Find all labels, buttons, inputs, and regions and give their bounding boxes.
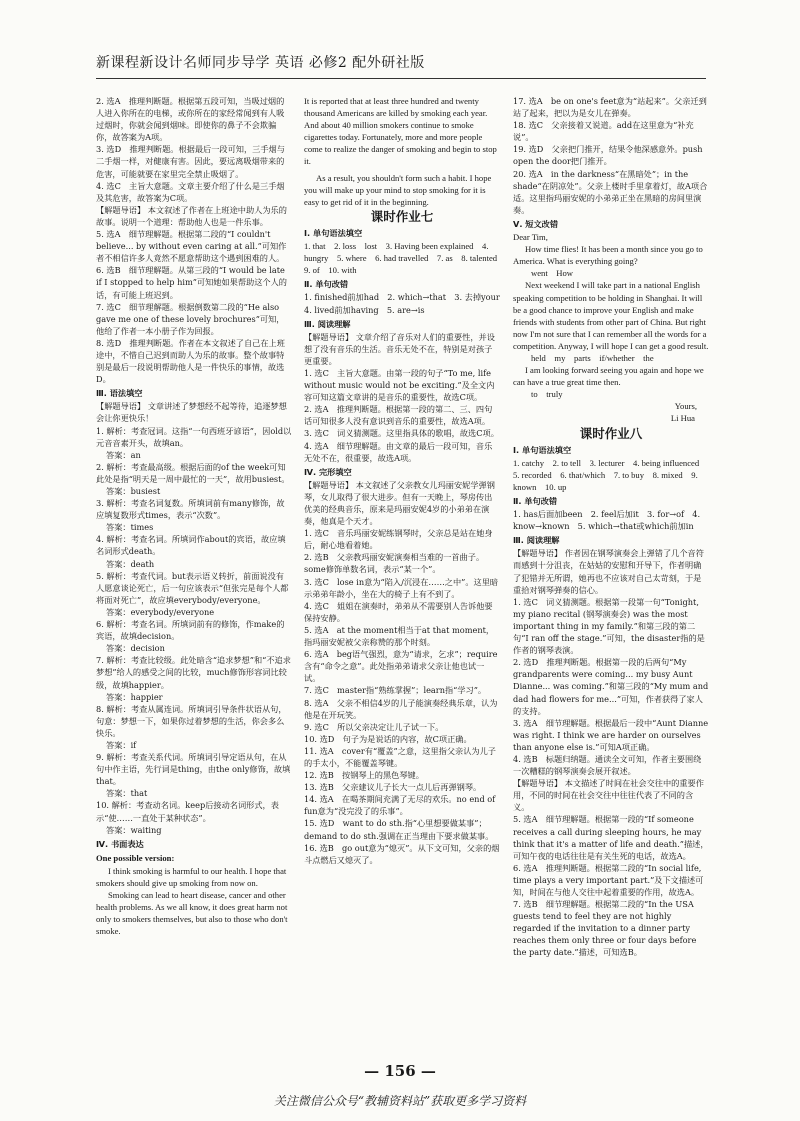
homework-title: 课时作业七 (370, 208, 434, 224)
section-heading: Ⅰ. 单句语法填空 (304, 227, 363, 238)
letter-paragraph: How time flies! It has been a month since you go to America. What is everything going? (513, 244, 703, 267)
passage-intro: 【解题导语】 本文叙述了父亲教女儿玛丽安妮学弹钢琴，女儿取得了很大进步。但有一天晚上，琴房传出优美的经典音乐，原来是玛丽安妮4岁的小弟弟在演奏，他真是个天才。 (304, 479, 495, 527)
answer-item: 4. 选A 细节理解题。由文章的最后一段可知，音乐无处不在，很重要，故选A项。 (304, 440, 493, 463)
middle-column (304, 95, 508, 1095)
grammar-answer: 答案：happier (106, 691, 163, 702)
grammar-analysis: 8. 解析：考查从属连词。所填词引导条件状语从句，句意：梦想一下，如果你过着梦想的生活，你会多么快乐。 (96, 703, 287, 738)
section-heading: Ⅲ. 语法填空 (96, 388, 143, 399)
answer-item: 17. 选A be on one's feet意为“站起来”。父亲迁到站了起来，把以为是女儿在弹奏。 (513, 96, 707, 119)
version-label: One possible version: (96, 852, 175, 863)
answer-item: 11. 选A cover有“覆盖”之意，这里指父亲认为儿子的手太小，不能覆盖琴键。 (304, 745, 496, 768)
section-heading: Ⅱ. 单句改错 (304, 279, 349, 290)
answer-item: 6. 选B 细节理解题。从第三段的“I would be late if I stopped to help him”可知她如果帮助这个人的话，有可能上班迟到。 (96, 265, 287, 300)
grammar-analysis: 4. 解析：考查名词。所填词作about的宾语，故应填名词形式death。 (96, 534, 286, 557)
section-heading: Ⅳ. 完形填空 (304, 466, 352, 477)
letter-signature: Li Hua (670, 413, 695, 424)
correction-marks: to truly (531, 389, 563, 400)
grammar-analysis: 1. 解析：考查冠词。这指“一句西班牙谚语”，因old以元音音素开头，故填an。 (96, 425, 292, 448)
letter-closing: Yours, (674, 401, 697, 412)
grammar-answer: 答案：waiting (106, 824, 162, 835)
correction-marks: held my parts if/whether the (531, 352, 654, 363)
grammar-analysis: 10. 解析：考查动名词。keep后接动名词形式，表示“使……一直处于某种状态”。 (96, 800, 279, 823)
answer-item: 1. 选C 主旨大意题。由第一段的句子“To me, life without music would not be exciting.”及全文内容可知这篇文章讲的是音乐的重要性，故选C项。 (304, 367, 495, 403)
answer-item: 7. 选C 细节理解题。根据倒数第二段的“He also gave me one of these lovely brochures”可知，他给了作者一本小册子作为回报。 (96, 301, 285, 336)
answer-item: 7. 选C master指“熟练掌握”；learn指“学习”。 (304, 685, 487, 696)
answer-item: 3. 选C lose in意为“陷入/沉浸在……之中”。这里暗示弟弟年龄小，坐在大的椅子上有不到了。 (304, 576, 499, 599)
answer-item: 8. 选D 推理判断题。作者在本文叙述了自己在上班途中，不惜自己迟到而助人为乐的故事。整个故事特别是最后一段说明帮助他人是一件快乐的事情，故选D。 (96, 337, 285, 385)
answer-item: 12. 选B 按钢琴上的黑色琴键。 (304, 770, 424, 781)
page-header (96, 52, 706, 79)
page-number: — 156 — (364, 1062, 436, 1080)
grammar-analysis: 7. 解析：考查比较级。此处暗含“追求梦想”和“不追求梦想”给人的感受之间的比较，much修饰形容词比较级，故填happier。 (96, 655, 291, 690)
answer-item: 5. 选A 细节理解题。根据第二段的“I couldn't believe... by without even caring at all.”可知作者不相信许多人竟然不愿意帮助这个遇到困难的人。 (96, 229, 287, 264)
answer-item: 5. 选A 细节理解题。根据第一段的“If someone receives a call during sleeping hours, he may think that it's a matter of life and death.”描述，可知午夜的电话往往是有关生死的电话，故选A。 (513, 814, 709, 861)
right-column (513, 95, 709, 1095)
grammar-analysis: 9. 解析：考查关系代词。所填词引导定语从句，在从句中作主语，先行词是thing，由the only修饰，故填that。 (96, 752, 291, 787)
homework-title: 课时作业八 (579, 425, 643, 441)
answer-item: 14. 选A 在喝茶期间充满了无尽的欢乐。no end of fun意为“没完没了的乐事”。 (304, 794, 496, 817)
section-heading: Ⅴ. 短文改错 (513, 218, 559, 229)
footer-note: 关注微信公众号“教辅资料站”获取更多学习资料 (273, 1094, 527, 1108)
grammar-analysis: 6. 解析：考查名词。所填词前有的修饰，作make的宾语，故填decision。 (96, 619, 285, 642)
answer-item: 9. 选C 所以父亲决定让儿子试一下。 (304, 721, 444, 732)
answer-item: 2. 选D 推理判断题。根据第一段的后两句“My grandparents were coming... my busy Aunt Dianne... was coming.”和第三段的“My mum and dad had flowers for me...”可知，作者获得了家人的支持。 (513, 657, 709, 716)
grammar-answer: 答案：times (106, 522, 154, 533)
answer-item: 19. 选D 父亲把门推开，结果令他深感意外。push open the door把门推开。 (513, 144, 703, 167)
section-heading: Ⅰ. 单句语法填空 (513, 444, 572, 455)
essay-paragraph: Smoking can lead to heart disease, cancer and other health problems. As we all know, it does great harm not only to smokers themselves, but also to those who don't smoke. (96, 890, 288, 937)
essay-paragraph: As a result, you shouldn't form such a habit. I hope you will make up your mind to stop smoking for it is easy to get rid of it in the beginning. (304, 172, 492, 207)
letter-paragraph: Next weekend I will take part in a national English speaking competition to be holding in Shanghai. It will be a good chance to improve your English and make friends with students from other part of China. But right now I'm not sure that I can remember all the words for a competition. Anyway, I will hope I can get a good result. (513, 280, 709, 351)
answer-item: 10. 选D 句子为是说话的内容，故C项正确。 (304, 733, 472, 744)
grammar-answer: 答案：everybody/everyone (106, 606, 215, 617)
answer-item: 20. 选A in the darkness“在黑暗处”；in the shade“在阴凉处”。父亲上楼时手里拿着灯，故A项合适。这里指玛丽安妮的小弟弟正坐在黑暗的房间里演奏。 (513, 168, 708, 215)
answer-item: 3. 选A 细节理解题。根据最后一段中“Aunt Dianne was right. I think we are harder on ourselves than anyone else is.”可知A项正确。 (513, 717, 709, 752)
answer-item: 18. 选C 父亲接着又说道。add在这里意为“补充说”。 (513, 120, 694, 143)
section-heading: Ⅳ. 书面表达 (96, 838, 144, 849)
answer-item: 2. 选B 父亲教玛丽安妮演奏相当难的一首曲子。some修饰单数名词，表示“某一个”。 (304, 552, 485, 575)
essay-paragraph: I think smoking is harmful to our health. I hope that smokers should give up smoking from now on. (96, 865, 287, 888)
section-heading: Ⅲ. 阅读理解 (513, 535, 560, 546)
grammar-answer: 答案：decision (106, 643, 165, 654)
answer-list: 1. catchy 2. to tell 3. lecturer 4. being influenced 5. recorded 6. that/which 7. to buy 8. mixed 9. known 10. up (513, 457, 708, 492)
correction-marks: went How (531, 268, 574, 279)
answer-item: 6. 选A beg语气强烈，意为“请求，乞求”；require含有“命令之意”。此处指弟弟请求父亲让他也试一试。 (304, 649, 498, 684)
answer-item: 13. 选B 父亲建议儿子长大一点儿后再弹钢琴。 (304, 782, 482, 793)
passage-intro: 【解题导语】 文章讲述了梦想经不起等待，追逐梦想会让你更快乐！ (96, 401, 287, 424)
answer-item: 3. 选D 推理判断题。根据最后一段可知，三手烟与二手烟一样，对健康有害。因此，要远离吸烟带来的危害，可能就要在家里完全禁止吸烟了。 (96, 144, 285, 179)
answer-item: 16. 选B go out意为“熄灭”。从下文可知，父亲的烟斗点燃后又熄灭了。 (304, 842, 500, 865)
answer-item: 4. 选B 标题归纳题。通读全文可知，作者主要围绕一次糟糕的钢琴演奏会展开叙述。 (513, 753, 702, 777)
answer-item: 4. 选C 姐姐在演奏时，弟弟从不需要别人告诉他要保持安静。 (304, 600, 493, 623)
grammar-answer: 答案：that (106, 788, 148, 799)
grammar-analysis: 5. 解析：考查代词。but表示语义转折，前面说没有人愿意谈论死亡，后一句应该表示“但张完是每个人都将面对死亡”，故应填everybody/everyone。 (96, 570, 289, 605)
answer-item: 7. 选B 细节理解题。根据第二段的“In the USA guests tend to feel they are not highly regarded if the invitation to a dinner party reaches them only three or four days before the party date.”描述，可知选B。 (513, 899, 697, 958)
answer-item: 6. 选A 推理判断题。根据第二段的“In social life, time plays a very important part.”及下文描述可知，时间在与他人交往中起着重要的作用，故选A。 (513, 862, 704, 897)
grammar-analysis: 3. 解析：考查名词复数。所填词前有many修饰，故应填复数形式times，表示“次数”。 (96, 498, 285, 521)
answer-item: 15. 选D want to do sth.指“心里想要做某事”；demand to do sth.强调在正当理由下要求做某事。 (304, 818, 494, 841)
passage-intro: 【解题导语】 文章介绍了音乐对人们的重要性，并设想了没有音乐的生活。音乐无处不在，特别是对孩子更重要。 (304, 331, 495, 366)
header-title: 新课程新设计名师同步导学 英语 必修2 配外研社版 (96, 55, 425, 71)
grammar-analysis: 2. 解析：考查最高级。根据后面的of the week可知此处是指“明天是一周中最忙的一天”，故用busiest。 (96, 461, 290, 484)
letter-paragraph: I am looking forward seeing you again and hope we can have a true great time then. (513, 365, 704, 388)
passage-intro: 【解题导语】 作者因在钢琴演奏会上弹错了几个音符而感到十分沮丧，在姑姑的安慰和开导下，作者明确了犯错并无所谓，她再也不应该对自己太苛刻，于是重拾对钢琴弹奏的信心。 (513, 548, 704, 595)
answer-item: 4. 选C 主旨大意题。文章主要介绍了什么是三手烟及其危害，故答案为C项。 (96, 180, 285, 203)
letter-greeting: Dear Tim, (513, 232, 548, 243)
answer-item: 2. 选A 推理判断题。根据第一段的第二、三、四句话可知很多人没有意识到音乐的重要性，故选A项。 (304, 404, 493, 427)
passage-intro: 【解题导语】 本文叙述了作者在上班途中助人为乐的故事。说明一个道理：帮助他人也是一件乐事。 (96, 204, 287, 227)
grammar-answer: 答案：busiest (106, 486, 161, 496)
answer-list: 1. that 2. loss lost 3. Having been explained 4. hungry 5. where 6. had travelled 7. as 8. talented 9. of 10. with (304, 241, 506, 276)
answer-item: 8. 选A 父亲不相信4岁的儿子能演奏经典乐章，认为他是在开玩笑。 (304, 697, 498, 720)
answer-item: 2. 选A 推理判断题。根据第五段可知，当吸过烟的人进入你所在的电梯，或你所在的家经常闻到有人吸过烟时，你就会闻到烟味。即使你的鼻子不会欺骗你，故答案为A项。 (96, 96, 285, 143)
passage-intro: 【解题导语】 本文描述了时间在社会交往中的重要作用，不同的时间在社会交往中往往代表了不同的含义。 (513, 778, 704, 813)
grammar-answer: 答案：an (106, 449, 141, 460)
grammar-answer: 答案：death (106, 558, 155, 569)
answer-item: 5. 选A at the moment相当于at that moment，指玛丽安妮被父亲称赞的那个时刻。 (304, 624, 495, 648)
left-column (96, 95, 292, 1095)
answer-item: 3. 选C 词义猜测题。这里指具体的歌唱，故选C项。 (304, 428, 499, 439)
answer-item: 1. 选C 音乐玛丽安妮练钢琴时，父亲总是站在她身后，耐心地看着她。 (304, 528, 493, 551)
section-heading: Ⅱ. 单句改错 (513, 496, 558, 506)
answer-list: 1. has后面加been 2. feel后加it 3. for→of 4. know→known 5. which→that或which前加in (513, 509, 701, 532)
section-heading: Ⅲ. 阅读理解 (304, 318, 351, 329)
answer-list: 1. finished前加had 2. which→that 3. 去掉your 4. lived前加having 5. are→is (304, 292, 508, 315)
essay-paragraph: It is reported that at least three hundred and twenty thousand Americans are killed by smoking each year. And about 40 million smokers continue to smoke cigarettes today. Fortunately, more and more people come to realize the danger of smoking and begin to stop it. (304, 96, 497, 167)
answer-item: 1. 选C 词义猜测题。根据第一段第一句“Tonight, my piano recital (钢琴演奏会) was the most important thing in my family.”和第三段的第二句“I ran off the stage.”可知，the disaster指的是作者的钢琴表演。 (513, 596, 705, 656)
grammar-answer: 答案：if (106, 739, 137, 750)
